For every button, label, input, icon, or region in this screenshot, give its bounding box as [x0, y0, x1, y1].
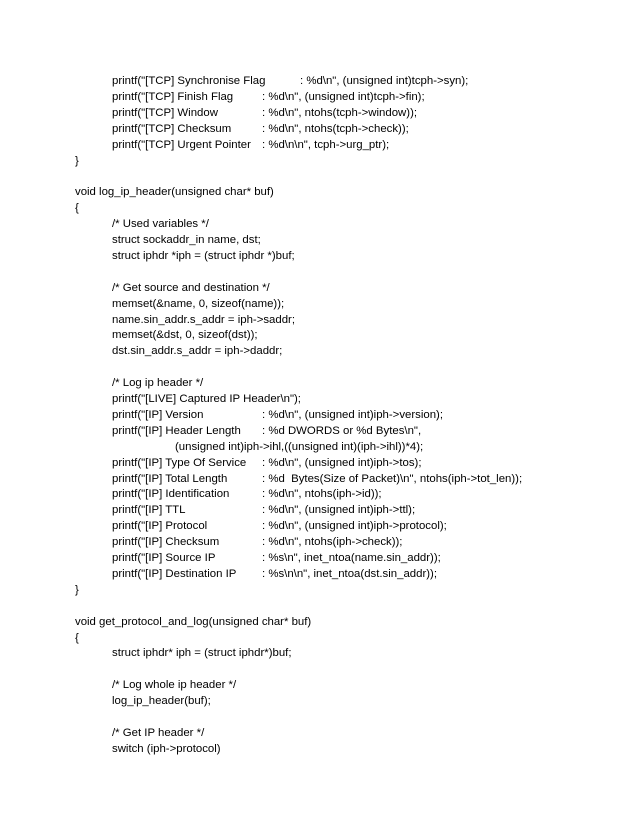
code-line: } [75, 583, 79, 596]
code-line: memset(&dst, 0, sizeof(dst)); [112, 329, 258, 342]
code-line: printf("[TCP] Window [112, 106, 218, 119]
code-line-value: : %d\n", (unsigned int)tcph->fin); [262, 90, 425, 103]
code-line: struct sockaddr_in name, dst; [112, 234, 261, 246]
code-line: printf("[IP] TTL [112, 504, 186, 517]
code-line: /* Get source and destination */ [112, 281, 270, 294]
code-line: printf("[IP] Source IP [112, 552, 216, 564]
code-line: /* Get IP header */ [112, 726, 205, 739]
code-line-value: : %d\n\n", tcph->urg_ptr); [262, 138, 390, 151]
code-line: { [75, 631, 79, 644]
code-line: printf("[IP] Destination IP [112, 567, 237, 580]
code-line-value: : %d\n", ntohs(iph->id)); [262, 488, 382, 501]
code-line-value: : %d\n", (unsigned int)tcph->syn); [300, 75, 469, 87]
code-line-value: : %d\n", (unsigned int)iph->ttl); [262, 504, 416, 517]
code-line: printf("[IP] Identification [112, 488, 230, 501]
code-line: struct iphdr* iph = (struct iphdr*)buf; [112, 647, 292, 660]
code-line: printf("[IP] Protocol [112, 520, 208, 533]
code-line-value: : %d\n", (unsigned int)iph->tos); [262, 456, 422, 469]
code-line-value: : %d\n", (unsigned int)iph->protocol); [262, 520, 447, 533]
code-line: printf("[TCP] Finish Flag [112, 90, 234, 103]
code-line: /* Log ip header */ [112, 377, 204, 390]
code-line: printf("[TCP] Synchronise Flag [112, 75, 266, 87]
code-line: { [75, 202, 79, 215]
code-line: switch (iph->protocol) [112, 742, 221, 755]
code-line-value: : %d\n", ntohs(iph->check)); [262, 536, 403, 549]
code-line: printf("[IP] Checksum [112, 536, 220, 549]
code-line: struct iphdr *iph = (struct iphdr *)buf; [112, 249, 295, 262]
code-line-value: : %d\n", ntohs(tcph->check)); [262, 122, 409, 135]
code-line-value: : %s\n\n", inet_ntoa(dst.sin_addr)); [262, 567, 437, 580]
code-line: void get_protocol_and_log(unsigned char* buf) [75, 615, 312, 628]
code-line: printf("[TCP] Urgent Pointer [112, 138, 251, 151]
code-line: /* Used variables */ [112, 218, 209, 231]
code-line: printf("[IP] Type Of Service [112, 456, 247, 469]
code-line-value: : %d\n", (unsigned int)iph->version); [262, 408, 444, 421]
code-line: /* Log whole ip header */ [112, 679, 237, 692]
code-line: printf("[LIVE] Captured IP Header\n"); [112, 393, 301, 405]
code-line: log_ip_header(buf); [112, 695, 211, 708]
code-line-value: : %s\n", inet_ntoa(name.sin_addr)); [262, 552, 441, 564]
code-line: memset(&name, 0, sizeof(name)); [112, 297, 285, 310]
code-line-value: : %d DWORDS or %d Bytes\n", [262, 424, 422, 437]
code-line: } [75, 154, 79, 167]
code-line-value: : %d Bytes(Size of Packet)\n", ntohs(iph->tot_len)); [262, 472, 523, 485]
code-line: dst.sin_addr.s_addr = iph->daddr; [112, 345, 283, 358]
code-line: void log_ip_header(unsigned char* buf) [75, 186, 274, 199]
code-line: (unsigned int)iph->ihl,((unsigned int)(iph->ihl))*4); [175, 440, 424, 453]
code-line: printf("[IP] Version [112, 408, 204, 421]
code-line: printf("[TCP] Checksum [112, 122, 232, 135]
code-line: printf("[IP] Total Length [112, 472, 228, 485]
code-line-value: : %d\n", ntohs(tcph->window)); [262, 106, 418, 119]
code-line: printf("[IP] Header Length [112, 424, 241, 437]
code-line: name.sin_addr.s_addr = iph->saddr; [112, 313, 296, 326]
